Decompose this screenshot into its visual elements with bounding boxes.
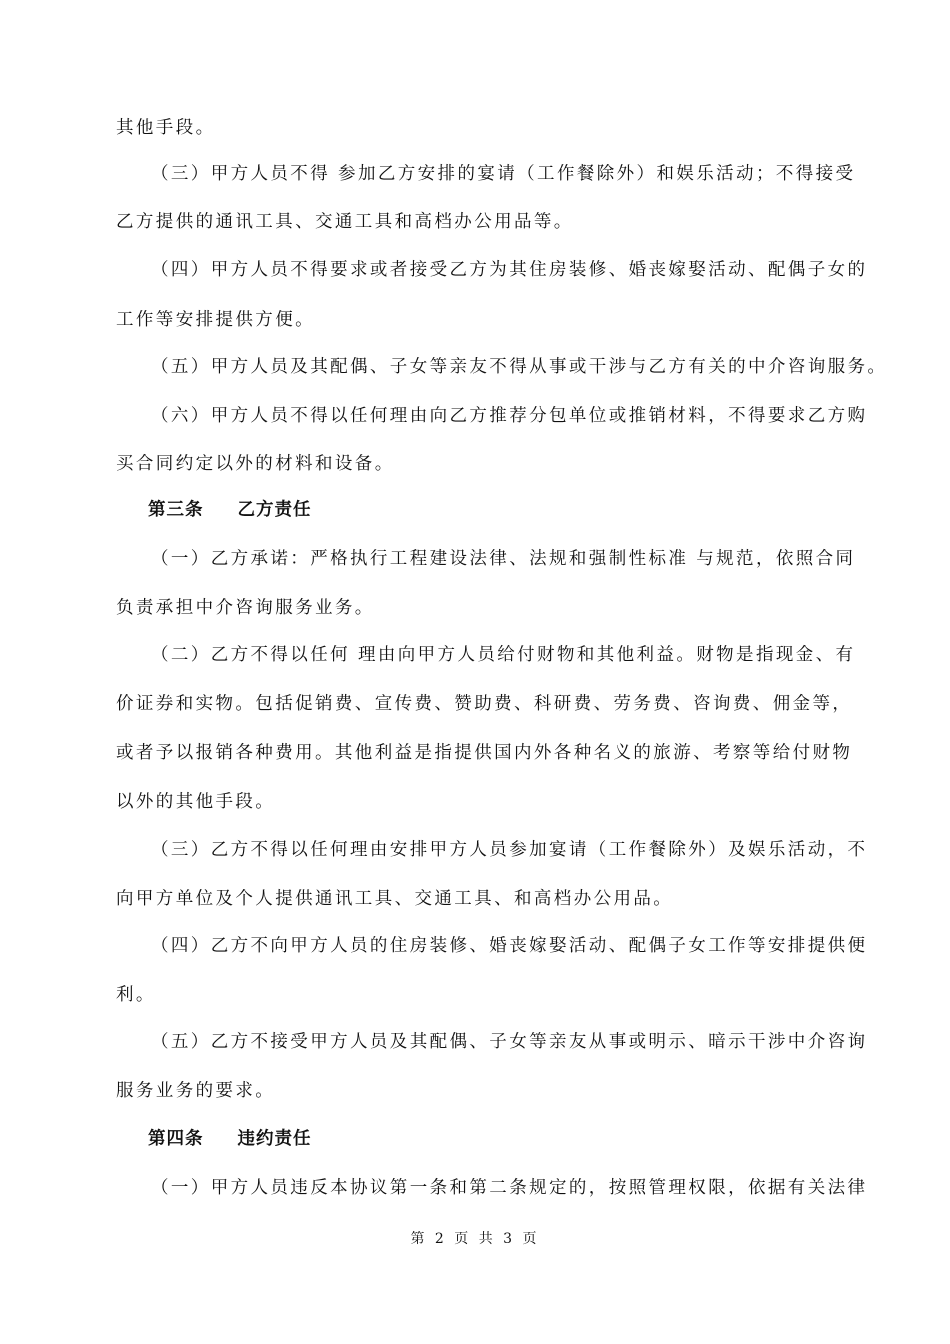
paragraph-line: 其他手段。 [116,118,216,138]
paragraph-line: 工作等安排提供方便。 [116,310,315,330]
paragraph-line: 乙方提供的通讯工具、交通工具和高档办公用品等。 [116,212,574,232]
paragraph-line: 价证券和实物。包括促销费、宣传费、赞助费、科研费、劳务费、咨询费、佣金等， [116,694,853,714]
article-4-heading [148,1127,312,1151]
paragraph-line: 买合同约定以外的材料和设备。 [116,454,395,474]
paragraph-line: 以外的其他手段。 [116,792,276,812]
page-footer: 第 2 页 共 3 页 [410,1231,540,1247]
paragraph-line: （一）甲方人员违反本协议第一条和第二条规定的，按照管理权限，依据有关法律 [151,1178,868,1198]
paragraph-line: 负责承担中介咨询服务业务。 [116,598,375,618]
paragraph-line: 服务业务的要求。 [116,1081,276,1101]
paragraph-line: （五）甲方人员及其配偶、子女等亲友不得从事或干涉与乙方有关的中介咨询服务。 [151,357,888,377]
article-number: 第四条 [148,1129,204,1149]
paragraph-line: （四）乙方不向甲方人员的住房装修、婚丧嫁娶活动、配偶子女工作等安排提供便 [151,936,868,956]
paragraph-line: （三）甲方人员不得 参加乙方安排的宴请（工作餐除外）和娱乐活动；不得接受 [151,164,856,184]
paragraph-line: （五）乙方不接受甲方人员及其配偶、子女等亲友从事或明示、暗示干涉中介咨询 [151,1032,868,1052]
paragraph-line: （六）甲方人员不得以任何理由向乙方推荐分包单位或推销材料，不得要求乙方购 [151,406,868,426]
article-3-heading [148,498,312,522]
paragraph-line: 利。 [116,985,156,1005]
article-title: 乙方责任 [237,500,312,520]
paragraph-line: 向甲方单位及个人提供通讯工具、交通工具、和高档办公用品。 [116,889,674,909]
article-number: 第三条 [148,500,204,520]
paragraph-line: 或者予以报销各种费用。其他利益是指提供国内外各种名义的旅游、考察等给付财物 [116,743,853,763]
paragraph-line: （三）乙方不得以任何理由安排甲方人员参加宴请（工作餐除外）及娱乐活动，不 [151,840,868,860]
paragraph-line: （一）乙方承诺：严格执行工程建设法律、法规和强制性标准 与规范，依照合同 [151,549,856,569]
paragraph-line: （二）乙方不得以任何 理由向甲方人员给付财物和其他利益。财物是指现金、有 [151,645,856,665]
paragraph-line: （四）甲方人员不得要求或者接受乙方为其住房装修、婚丧嫁娶活动、配偶子女的 [151,260,868,280]
article-title: 违约责任 [237,1129,312,1149]
